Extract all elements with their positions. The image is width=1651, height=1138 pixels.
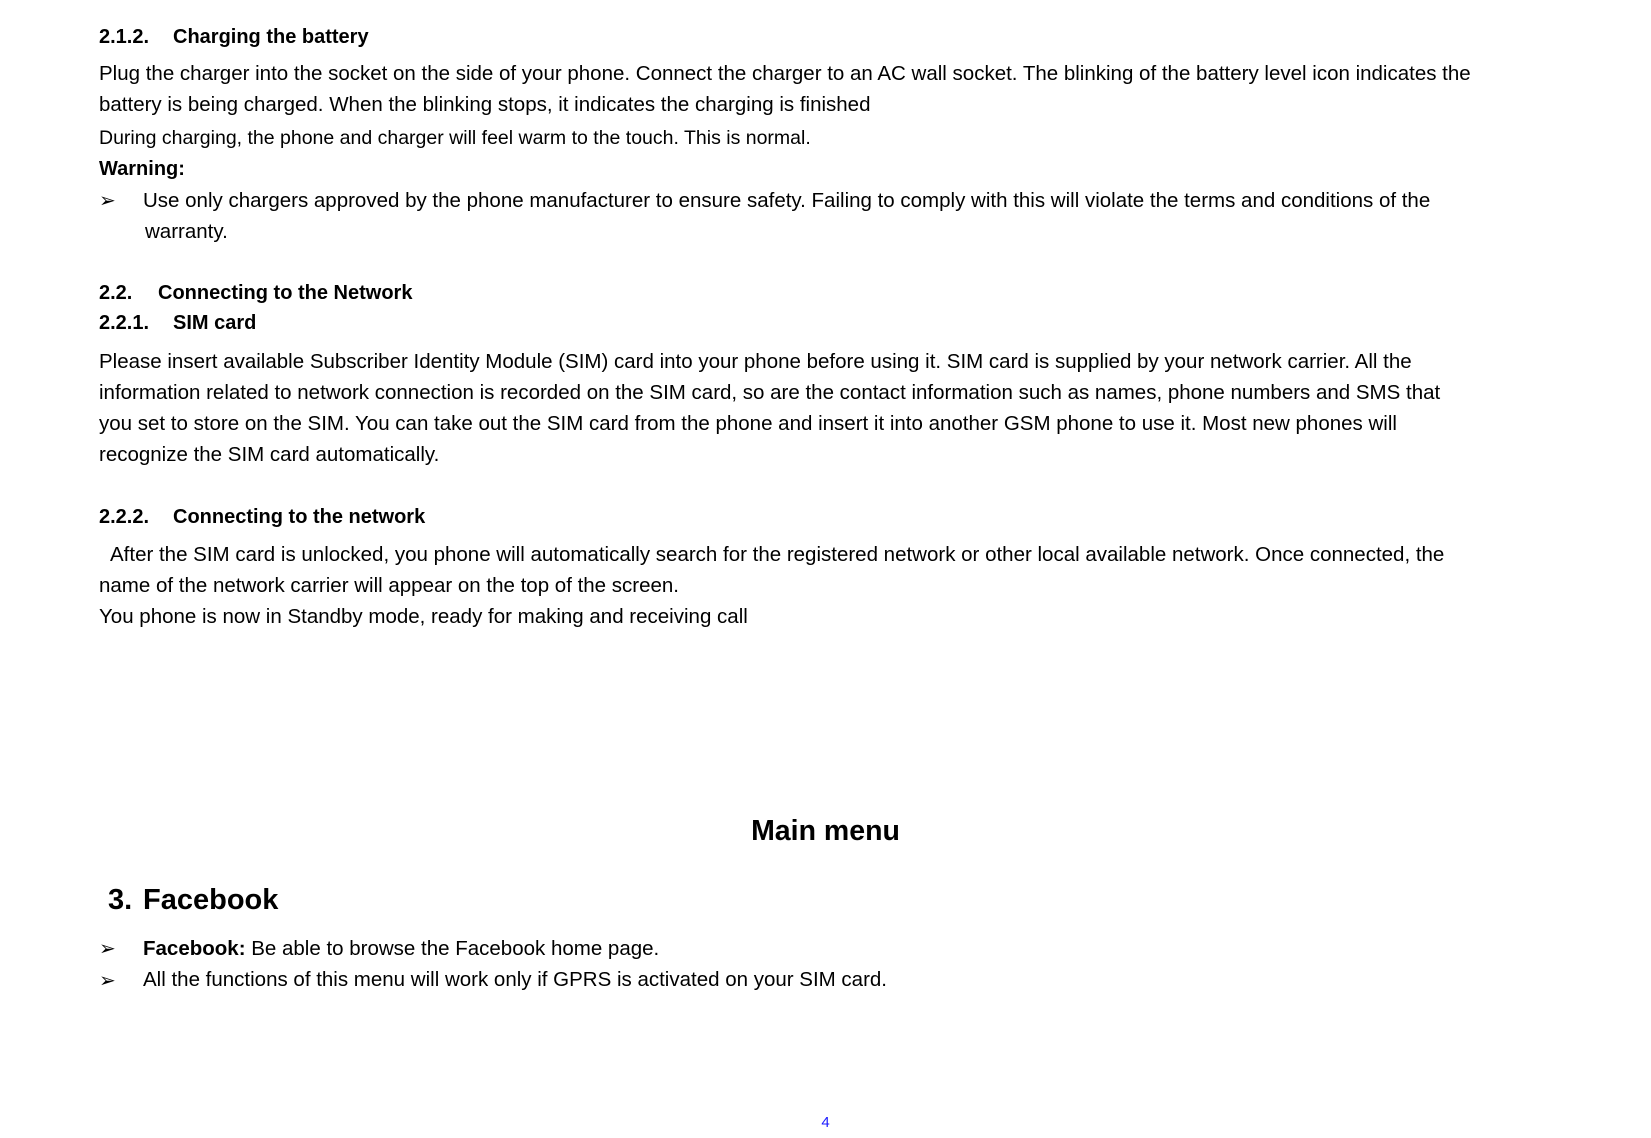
bullet-line: All the functions of this menu will work only if GPRS is activated on your SIM card. (143, 968, 887, 991)
page-number: 4 (821, 1114, 830, 1131)
paragraph-line: Please insert available Subscriber Identity Module (SIM) card into your phone before using it. SIM card is supplied by your network carrier. All the (99, 350, 1412, 373)
arrow-bullet-icon: ➢ (99, 190, 116, 212)
heading-2-2-2 (99, 506, 425, 529)
main-menu-title: Main menu (751, 815, 900, 847)
arrow-bullet-icon: ➢ (99, 970, 116, 992)
arrow-bullet-icon: ➢ (99, 938, 116, 960)
bullet-text: Be able to browse the Facebook home page. (245, 937, 660, 960)
paragraph-line: information related to network connection is recorded on the SIM card, so are the contact information such as names, phone numbers and SMS that (99, 381, 1441, 404)
chapter-3-heading (108, 884, 278, 917)
paragraph-line: During charging, the phone and charger will feel warm to the touch. This is normal. (99, 127, 811, 149)
bullet-line: warranty. (145, 220, 228, 243)
bullet-line (143, 933, 659, 964)
heading-title: SIM card (173, 312, 257, 334)
heading-number: 2.2.1. (99, 312, 150, 334)
heading-2-2-1 (99, 312, 256, 335)
paragraph-line: battery is being charged. When the blinking stops, it indicates the charging is finished (99, 93, 871, 116)
bullet-bold-label: Facebook: (143, 937, 246, 960)
heading-2-2 (99, 282, 412, 305)
chapter-title: Facebook (143, 884, 279, 916)
warning-label: Warning: (99, 158, 185, 180)
chapter-number: 3. (108, 884, 133, 916)
heading-title: Charging the battery (173, 26, 369, 48)
heading-number: 2.2. (99, 282, 133, 304)
paragraph-line: you set to store on the SIM. You can take out the SIM card from the phone and insert it into another GSM phone to use it. Most new phones will (99, 412, 1397, 435)
heading-title: Connecting to the Network (158, 282, 413, 304)
bullet-line: Use only chargers approved by the phone manufacturer to ensure safety. Failing to comply with this will violate the terms and conditions of the (143, 189, 1431, 212)
paragraph-line: After the SIM card is unlocked, you phone will automatically search for the registered network or other local available network. Once connected, the (110, 543, 1445, 566)
heading-number: 2.2.2. (99, 506, 150, 528)
heading-number: 2.1.2. (99, 26, 150, 48)
paragraph-line: recognize the SIM card automatically. (99, 443, 440, 466)
heading-2-1-2 (99, 26, 369, 49)
heading-title: Connecting to the network (173, 506, 426, 528)
paragraph-line: name of the network carrier will appear on the top of the screen. (99, 574, 680, 597)
paragraph-line: Plug the charger into the socket on the side of your phone. Connect the charger to an AC wall socket. The blinking of the battery level icon indicates the (99, 62, 1471, 85)
paragraph-line: You phone is now in Standby mode, ready for making and receiving call (99, 605, 748, 628)
